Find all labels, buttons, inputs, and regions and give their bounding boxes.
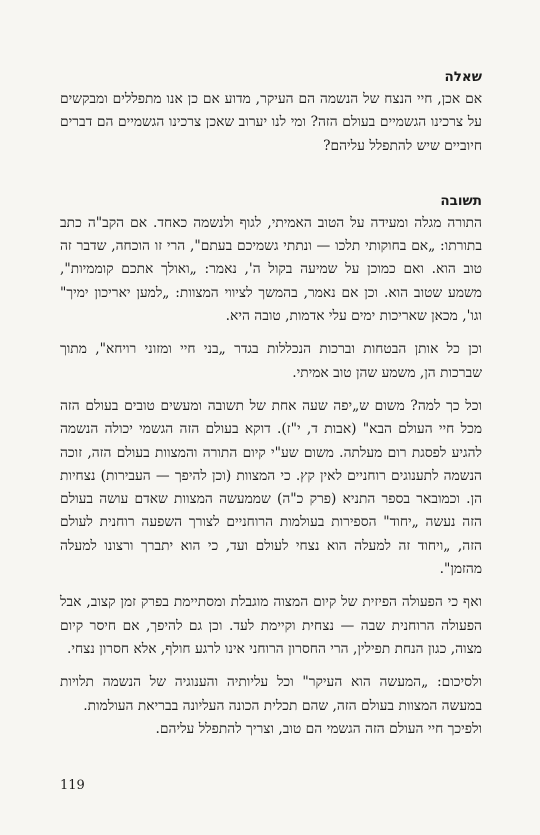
page-text xyxy=(60,66,482,741)
answer-heading: תשובה xyxy=(440,192,482,209)
page-number: 119 xyxy=(60,778,85,793)
question-heading: שאלה xyxy=(444,69,482,85)
answer-paragraph-5: ולסיכום: „המעשה הוא העיקר" וכל עליותיה והענוגיה של הנשמה תלויות במעשה המצוות בעולם הזה, שהם תכלית הכונה העליונה בבריאת העולמות. xyxy=(60,674,482,714)
answer-paragraph-4: ואף כי הפעולה הפיזית של קיום המצוה מוגבלת ומסתיימת בפרק זמן קצוב, אבל הפעולה הרוחנית שבה — נצחית וקיימת לעד. וכן גם להיפך, אם חיסר קיום מצוה, כגון הנחת תפילין, הרי החסרון הרוחני אינו לרגע חולף, אלא חסרון נצחי. xyxy=(60,594,482,657)
question-paragraph: אם אכן, חיי הנצח של הנשמה הם העיקר, מדוע אם כן אנו מתפללים ומבקשים על צרכינו הגשמיים בעולם הזה? ומי לנו יערוב שאכן צרכינו הגשמיים הם דברים חיוביים שיש להתפלל עליהם? xyxy=(60,91,482,154)
answer-paragraph-2: וכן כל אותן הבטחות וברכות הנכללות בגדר „בני חיי ומזוני רויחא", מתוך שברכות הן, משמע שהן טוב אמיתי. xyxy=(60,341,482,381)
answer-paragraph-1: התורה מגלה ומעידה על הטוב האמיתי, לגוף ולנשמה כאחד. אם הקב"ה כתב בתורתו: „אם בחוקותי תלכו — ונתתי גשמיכם בעתם", הרי זו הוכחה, שדבר זה טוב הוא. ואם כמוכן על שמיעה בקול ה', נאמר: „ואולך אתכם קוממיות", משמע שטוב הוא. וכן אם נאמר, בהמשך לציווי המצוות: „למען יאריכון ימיך" וגו', מכאן שאריכות ימים עלי אדמות, טובה היא. xyxy=(60,214,482,325)
answer-paragraph-6: ולפיכך חיי העולם הזה הגשמי הם טוב, וצריך להתפלל עליהם. xyxy=(155,720,482,737)
answer-paragraph-3: וכל כך למה? משום ש„יפה שעה אחת של תשובה ומעשים טובים בעולם הזה מכל חיי העולם הבא" (אבות ד, י"ז). דוקא בעולם הזה הגשמי יכולה הנשמה להגיע לפסגת רום מעלתה. משום שע"י קיום התורה והמצוות בעולם הזה, זוכה הנשמה לתענוגים רוחניים לאין קץ. כי המצוות (וכן להיפך — העבירות) נצחיות הן. וכמובאר בספר התניא (פרק כ"ה) שממעשה המצוות שאדם עושה בעולם הזה נעשה „יחוד" הספירות בעולמות הרוחניים לצורך השפעה רוחנית לעולם הזה, „ויחוד זה למעלה הוא נצחי לעולם ועד, כי הוא יתברך ורצונו למעלה מהזמן". xyxy=(60,397,482,578)
